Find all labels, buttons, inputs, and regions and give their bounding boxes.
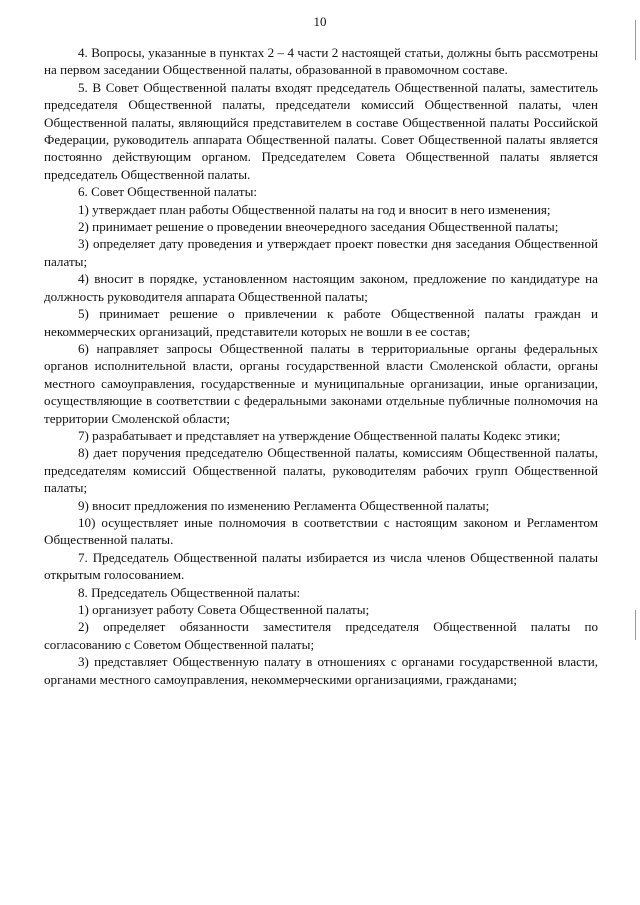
list-item-6-10: 10) осуществляет иные полномочия в соответствии с настоящим законом и Регламентом Общественной палаты. (44, 514, 598, 548)
list-item-6-7: 7) разрабатывает и представляет на утверждение Общественной палаты Кодекс этики; (78, 427, 561, 443)
list-item-8-1: 1) организует работу Совета Общественной палаты; (78, 602, 370, 617)
document-body (44, 44, 598, 688)
page-number: 10 (313, 14, 327, 29)
list-item-6-3: 3) определяет дату проведения и утверждает проект повестки дня заседания Общественной палаты; (44, 236, 598, 269)
list-item-6-2: 2) принимает решение о проведении внеочередного заседания Общественной палаты; (78, 219, 559, 235)
scan-edge-mark (635, 610, 636, 640)
list-item-6-9: 9) вносит предложения по изменению Регламента Общественной палаты; (78, 497, 490, 513)
list-item-8-2: 2) определяет обязанности заместителя председателя Общественной палаты по согласованию с Советом Общественной палаты; (44, 619, 598, 652)
paragraph-part-7: 7. Председатель Общественной палаты избирается из числа членов Общественной палаты открытым голосованием. (44, 549, 598, 583)
list-item-6-5: 5) принимает решение о привлечении к работе Общественной палаты граждан и некоммерческих организаций, представители которых не вошли в ее состав; (44, 306, 598, 339)
paragraph-part-8-heading: 8. Председатель Общественной палаты: (78, 584, 301, 600)
paragraph-part-5: 5. В Совет Общественной палаты входят председатель Общественной палаты, заместитель председателя Общественной палаты, председатели комиссий Общественной палаты, член Общественной палаты, являющийся представителем в составе Общественной палаты Российской Федерации, руководитель аппарата Общественной палаты. Совет Общественной палаты является постоянно действующим органом. Председателем Совета Общественной палаты является председатель Общественной палаты. (44, 79, 598, 182)
list-item-6-1: 1) утверждает план работы Общественной палаты на год и вносит в него изменения; (78, 201, 551, 217)
scan-edge-mark (635, 20, 636, 60)
list-item-8-3: 3) представляет Общественную палату в отношениях с органами государственной власти, органами местного самоуправления, некоммерческими организациями, гражданами; (44, 654, 598, 687)
paragraph-part-4: 4. Вопросы, указанные в пунктах 2 – 4 части 2 настоящей статьи, должны быть рассмотрены на первом заседании Общественной палаты, образованной в правомочном составе. (44, 45, 598, 78)
list-item-6-4: 4) вносит в порядке, установленном настоящим законом, предложение по кандидатуре на должность руководителя аппарата Общественной палаты; (44, 271, 598, 304)
list-item-6-8: 8) дает поручения председателю Общественной палаты, комиссиям Общественной палаты, председателям комиссий Общественной палаты, руководителям рабочих групп Общественной палаты; (44, 445, 598, 496)
list-item-6-6: 6) направляет запросы Общественной палаты в территориальные органы федеральных органов исполнительной власти, органы государственной власти Смоленской области, органы местного самоуправления, государственные и муниципальные организации, иные организации, осуществляющие в соответствии с федеральными законами отдельные публичные полномочия на территории Смоленской области; (44, 340, 598, 426)
paragraph-part-6-heading: 6. Совет Общественной палаты: (78, 184, 258, 200)
